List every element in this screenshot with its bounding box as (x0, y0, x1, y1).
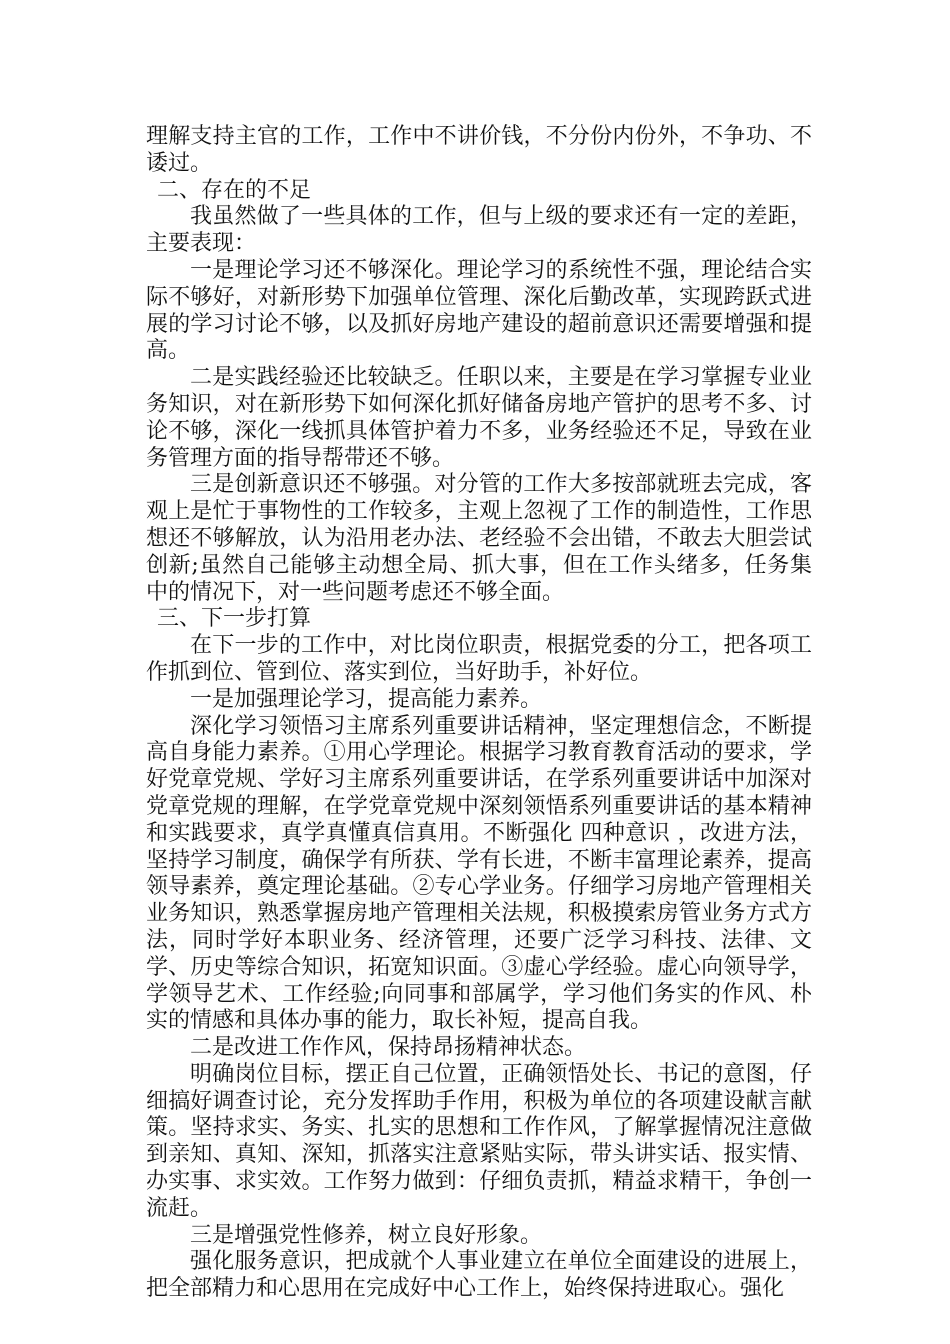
subheading-party-spirit: 三是增强党性修养，树立良好形象。 (190, 1222, 543, 1248)
paragraph-next-steps-intro: 在下一步的工作中，对比岗位职责，根据党委的分工，把各项工作抓到位、管到位、落实到位，当好助手，补好位。 (146, 633, 812, 685)
paragraph-improve-style: 明确岗位目标，摆正自己位置，正确领悟处长、书记的意图，仔细搞好调查讨论，充分发挥助手作用，积极为单位的各项建设献言献策。坚持求实、务实、扎实的思想和工作作风，了解掌握情况注意做到亲知、真知、深知，抓落实注意紧贴实际，带头讲实话、报实情、办实事、求实效。工作努力做到：仔细负责抓，精益求精干，争创一流赶。 (146, 1061, 812, 1221)
paragraph-practical-experience: 二是实践经验还比较缺乏。任职以来，主要是在学习掌握专业业务知识，对在新形势下如何深化抓好储备房地产管护的思考不多、讨论不够，深化一线抓具体管护着力不多，业务经验还不足，导致在业务管理方面的指导帮带还不够。 (146, 365, 812, 471)
paragraph-innovation: 三是创新意识还不够强。对分管的工作大多按部就班去完成，客观上是忙于事物性的工作较多，主观上忽视了工作的制造性，工作思想还不够解放，认为沿用老办法、老经验不会出错，不敢去大胆尝试创新;虽然自己能够主动想全局、抓大事，但在工作头绪多，任务集中的情况下，对一些问题考虑还不够全面。 (146, 472, 812, 605)
subheading-improve-style: 二是改进工作作风，保持昂扬精神状态。 (190, 1035, 587, 1061)
section-heading-shortcomings: 二、存在的不足 (157, 177, 312, 203)
paragraph-intro-shortcomings: 我虽然做了一些具体的工作，但与上级的要求还有一定的差距，主要表现： (146, 204, 812, 257)
paragraph-continuation: 理解支持主官的工作，工作中不讲价钱，不分份内份外，不争功、不诿过。 (146, 124, 812, 176)
document-body (146, 124, 812, 1303)
paragraph-strengthen-theory: 深化学习领悟习主席系列重要讲话精神，坚定理想信念，不断提高自身能力素养。①用心学理论。根据学习教育教育活动的要求，学好党章党规、学好习主席系列重要讲话，在学系列重要讲话中加深对党章党规的理解，在学党章党规中深刻领悟系列重要讲话的基本精神和实践要求，真学真懂真信真用。不断强化 四种意识 ，改进方法，坚持学习制度，确保学有所获、学有长进，不断丰富理论素养，提高领导素养，奠定理论基础。②专心学业务。仔细学习房地产管理相关业务知识，熟悉掌握房地产管理相关法规，积极摸索房管业务方式方法，同时学好本职业务、经济管理，还要广泛学习科技、法律、文学、历史等综合知识，拓宽知识面。③虚心学经验。虚心向领导学，学领导艺术、工作经验;向同事和部属学，学习他们务实的作风、朴实的情感和具体办事的能力，取长补短，提高自我。 (146, 713, 812, 1034)
subheading-strengthen-theory: 一是加强理论学习，提高能力素养。 (190, 686, 543, 712)
section-heading-next-steps: 三、下一步打算 (157, 606, 312, 632)
paragraph-service-awareness: 强化服务意识，把成就个人事业建立在单位全面建设的进展上，把全部精力和心思用在完成好中心工作上，始终保持进取心。强化 (146, 1249, 812, 1302)
paragraph-theory-study: 一是理论学习还不够深化。理论学习的系统性不强，理论结合实际不够好，对新形势下加强单位管理、深化后勤改革，实现跨跃式进展的学习讨论不够，以及抓好房地产建设的超前意识还需要增强和提高。 (146, 257, 812, 364)
